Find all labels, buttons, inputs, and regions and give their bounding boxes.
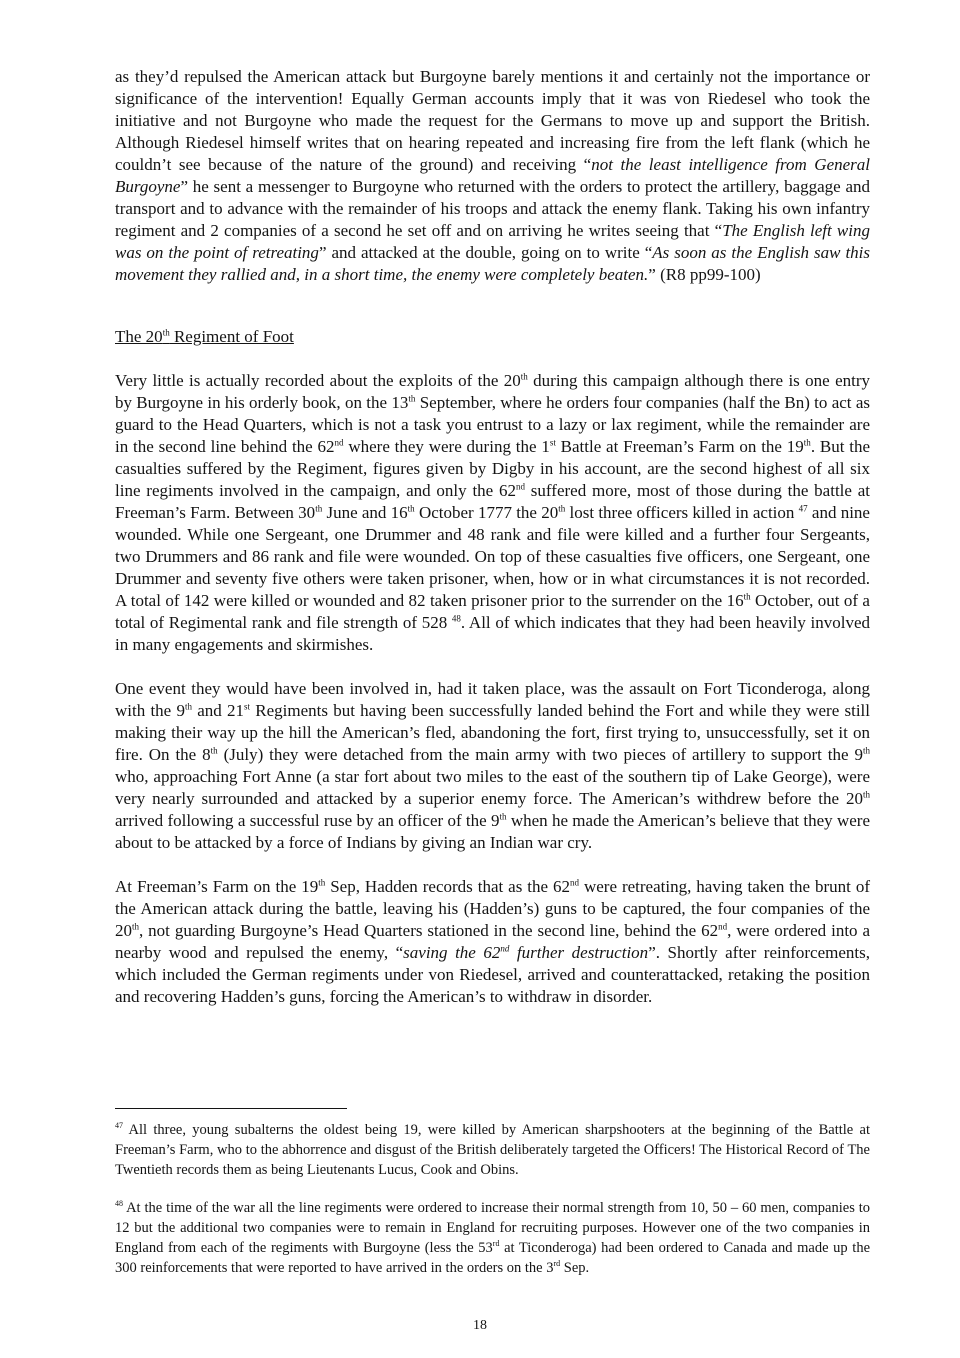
superscript: th <box>558 503 566 514</box>
superscript: st <box>549 437 556 448</box>
superscript: th <box>803 437 811 448</box>
text: Battle at Freeman’s Farm on the 19 <box>555 437 804 456</box>
text: when he made the American’s believe that they were about to be attacked by a force of Indians by giving an Indian war cry. <box>115 811 870 852</box>
superscript: nd <box>500 943 510 954</box>
superscript: rd <box>492 1239 500 1249</box>
text: lost three officers killed in action <box>565 503 799 522</box>
footnote-ref[interactable]: 48 <box>451 613 461 624</box>
superscript: th <box>210 745 218 756</box>
text: October 1777 the 20 <box>414 503 559 522</box>
text: (July) they were detached from the main army with two pieces of artillery to support the 9 <box>217 745 863 764</box>
page-body <box>115 66 870 1008</box>
footnote-text: Sep. <box>560 1260 590 1276</box>
paragraph-ticonderoga <box>115 678 870 854</box>
paragraph-riedesel <box>115 66 870 286</box>
text: were retreating, having taken the brunt of the American attack during the battle, leaving his (Hadden’s) guns to be captured, the four companies of the 20 <box>115 877 870 940</box>
text: and nine wounded. While one Sergeant, one Drummer and 48 rank and file were killed and a further four Sergeants, two Drummers and 86 rank and file were wounded. On top of these casualties five officers, one Sergeant, one Drummer and seventy five others were taken prisoner, when, how or in what circumstances it is not recorded. A total of 142 were killed or wounded and 82 taken prisoner prior to the surrender on the 16 <box>115 503 870 610</box>
paragraph-casualties <box>115 370 870 656</box>
text: September, where he orders four companies (half the Bn) to act as guard to the Head Quarters, which is not a task you entrust to a lazy or lax regiment, while the remainder are in the second line behind the 62 <box>115 393 870 456</box>
quote: The English left wing was on the point of retreating <box>115 221 870 262</box>
text: , not guarding Burgoyne’s Head Quarters stationed in the second line, behind the 62 <box>139 921 719 940</box>
superscript: nd <box>718 921 728 932</box>
text: October, out of a total of Regimental rank and file strength of 528 <box>115 591 870 632</box>
superscript: th <box>408 393 416 404</box>
text: Sep, Hadden records that as the 62 <box>325 877 571 896</box>
superscript: nd <box>334 437 344 448</box>
superscript: st <box>244 701 251 712</box>
superscript: nd <box>516 481 526 492</box>
heading-text: The 20 <box>115 327 163 346</box>
quote: As soon as the English saw this movement they rallied and, in a short time, the enemy were completely beaten. <box>115 243 871 284</box>
paragraph-freemans-farm <box>115 876 870 1008</box>
superscript: th <box>315 503 323 514</box>
footnote-ref[interactable]: 47 <box>798 503 808 514</box>
text: as they’d repulsed the American attack but Burgoyne barely mentions it and certainly not the importance or significance of the intervention! Equally German accounts imply that it was von Riedesel who took the initiative and not Burgoyne who made the request for the Germans to move up and support the British. Although Riedesel himself writes that on hearing repeated and increasing fire from the left flank (which he couldn’t see because of the nature of the ground) and receiving “ <box>115 67 870 174</box>
superscript: th <box>862 745 870 756</box>
text: where they were during the 1 <box>343 437 550 456</box>
superscript: th <box>743 591 751 602</box>
superscript: th <box>318 877 326 888</box>
footnote-number: 47 <box>115 1121 123 1131</box>
quote: not the least intelligence from General Burgoyne <box>115 155 870 196</box>
page-number: 18 <box>473 1318 487 1333</box>
superscript: th <box>862 789 870 800</box>
footnote-48 <box>115 1198 870 1278</box>
footnote-47 <box>115 1120 870 1180</box>
text: ”. Shortly after reinforcements, which included the German regiments under von Riedesel, arrived and counterattacked, retaking the position and recovering Hadden’s guns, forcing the American’s to withdraw in disorder. <box>115 943 870 1006</box>
superscript: th <box>184 701 192 712</box>
quote <box>403 943 648 962</box>
text: One event they would have been involved in, had it taken place, was the assault on Fort Ticonderoga, along with the 9 <box>115 679 870 720</box>
superscript: th <box>162 327 170 338</box>
quote-text: further destruction <box>509 943 649 962</box>
footnote-divider <box>115 1108 347 1109</box>
footnote-text: at Ticonderoga) had been ordered to Canada and made up the 300 reinforcements that were reported to have arrived in the orders on the 3 <box>115 1240 870 1276</box>
heading-text: Regiment of Foot <box>169 327 294 346</box>
text: At Freeman’s Farm on the 19 <box>115 877 319 896</box>
superscript: th <box>520 371 528 382</box>
text: , were ordered into a nearby wood and repulsed the enemy, “ <box>115 921 871 962</box>
text: Very little is actually recorded about the exploits of the 20 <box>115 371 521 390</box>
text: . But the casualties suffered by the Regiment, figures given by Digby in his account, are the second highest of all six line regiments involved in the campaign, and only the 62 <box>115 437 870 500</box>
text: suffered more, most of those during the battle at Freeman’s Farm. Between 30 <box>115 481 870 522</box>
superscript: rd <box>553 1259 561 1269</box>
text: during this campaign although there is one entry by Burgoyne in his orderly book, on the 13 <box>115 371 870 412</box>
footnote-number: 48 <box>115 1199 123 1209</box>
quote-text: saving the 62 <box>403 943 501 962</box>
text: . All of which indicates that they had been heavily involved in many engagements and skirmishes. <box>115 613 871 654</box>
text: arrived following a successful ruse by an officer of the 9 <box>115 811 500 830</box>
text: ” he sent a messenger to Burgoyne who returned with the orders to protect the artillery, baggage and transport and to advance with the remainder of his troops and attack the enemy flank. Taking his own infantry regiment and 2 companies of a second he set off and on arriving he writes seeing that “ <box>115 177 870 240</box>
text: ” (R8 pp99-100) <box>648 265 761 284</box>
footnote-text: At the time of the war all the line regiments were ordered to increase their normal strength from 10, 50 – 60 men, companies to 12 but the additional two companies were to remain in England for recruiting purposes. However one of the two companies in England from each of the regiments with Burgoyne (less the 53 <box>115 1200 870 1256</box>
text: June and 16 <box>322 503 408 522</box>
superscript: nd <box>570 877 580 888</box>
superscript: th <box>407 503 415 514</box>
section-heading <box>115 326 870 348</box>
text: Regiments but having been successfully landed behind the Fort and while they were still making their way up the hill the American’s fled, abandoning the fort, first trying to, unsuccessfully, set it on fire. On the 8 <box>115 701 870 764</box>
superscript: th <box>132 921 140 932</box>
text: ” and attacked at the double, going on to write “ <box>318 243 653 262</box>
superscript: th <box>499 811 507 822</box>
text: and 21 <box>191 701 244 720</box>
text: who, approaching Fort Anne (a star fort about two miles to the east of the southern tip of Lake George), were very nearly surrounded and attacked by a superior enemy force. The American’s withdrew before the 20 <box>115 767 870 808</box>
footnote-text: All three, young subalterns the oldest being 19, were killed by American sharpshooters at the beginning of the Battle at Freeman’s Farm, who to the abhorrence and disgust of the British deliberately targeted the Officers! The Historical Record of The Twentieth records them as being Lieutenants Lucus, Cook and Obins. <box>115 1122 870 1178</box>
